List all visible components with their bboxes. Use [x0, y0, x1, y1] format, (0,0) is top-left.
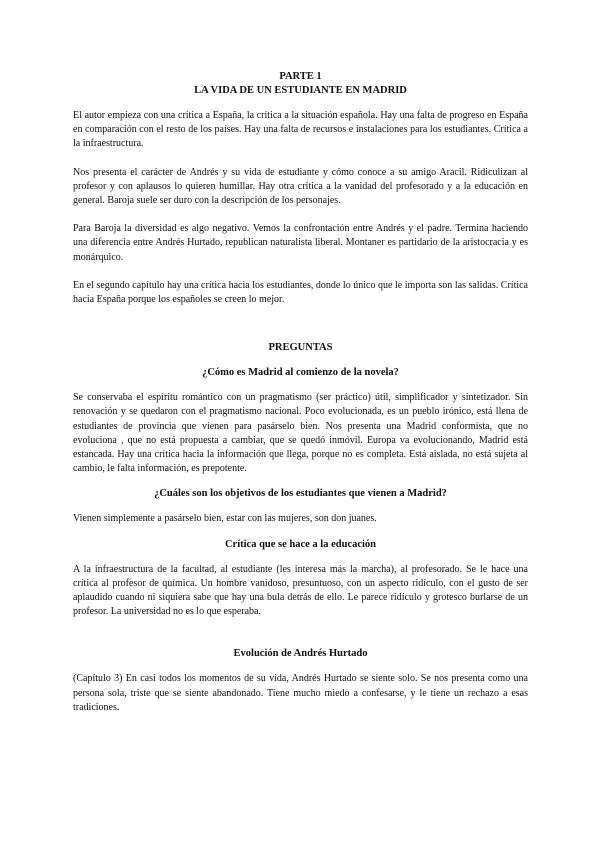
question-2-heading: ¿Cuáles son los objetivos de los estudiantes que vienen a Madrid? [154, 488, 447, 500]
question-1-heading: ¿Cómo es Madrid al comienzo de la novela? [202, 367, 399, 379]
part-label: PARTE 1 [279, 71, 322, 82]
question-1-answer: Se conservaba el espíritu romántico con un pragmatismo (ser práctico) útil, simplificador y sintetizador. Sin renovación y se quedaron con el pragmatismo nacional. Poco evolucionada, es un pueblo irónico, está llena de estudiantes de provincia que vienen para pasárselo bien. Nos presenta una Madrid conformista, que no evoluciona , que no está propuesta a cambiar, que se quedó inmóvil. Europa va evolucionando, Madrid está estancada. Hay una crítica hacia la información que llega, porque no es completa. Está aislada, no está sujeta al cambio, le falta información, es prepotente. [73, 392, 528, 475]
question-4-answer: (Capítulo 3) En casi todos los momentos de su vida, Andrés Hurtado se siente solo. Se nos presenta como una persona sola, triste que se siente abandonado. Tiene mucho miedo a confesarse, y le tiene un rechazo a esas tradiciones. [73, 673, 528, 713]
summary-paragraph-1: El autor empieza con una crítica a España, la crítica a la situación española. Hay una falta de progreso en España en comparación con el resto de los países. Hay una falta de recursos e instalaciones para los estudiantes. Crítica a la infraestructura. [73, 110, 528, 150]
part-title: LA VIDA DE UN ESTUDIANTE EN MADRID [194, 85, 407, 96]
summary-paragraph-2: Nos presenta el carácter de Andrés y su vida de estudiante y cómo conoce a su amigo Aracil. Ridiculizan al profesor y con aplausos lo quieren humillar. Hay otra crítica a la vanidad del profesorado y a la educación en general. Baroja suele ser duro con la descripción de los personajes. [73, 166, 528, 207]
summary-paragraph-3: Para Baroja la diversidad es algo negativo. Vemos la confrontación entre Andrés y el padre. Termina haciendo una diferencia entre Andrés Hurtado, republican naturalista liberal. Montaner es partidario de la aristocracia y es monárquico. [73, 223, 528, 263]
questions-title: PREGUNTAS [268, 342, 333, 354]
question-3-heading: Crítica que se hace a la educación [224, 538, 377, 550]
question-4-heading: Evolución de Andrés Hurtado [233, 648, 368, 660]
question-3-answer: A la infraestructura de la facultad, al estudiante (les interesa más la marcha), al profesorado. Se le hace una crítica al profesor de química. Un hombre vanidoso, presuntuoso, con un aspecto ridículo, con el gusto de ser aplaudido cuando ni siquiera sabe que hay una bula detrás de ello. Le parece ridículo y grotesco burlarse de un profesor. La universidad no es lo que esperaba. [73, 563, 528, 618]
summary-paragraph-4: En el segundo capítulo hay una crítica hacia los estudiantes, donde lo único que le importa son las salidas. Crítica hacia España porque los españoles se creen lo mejor. [73, 279, 528, 306]
document-page [73, 70, 528, 715]
question-2-answer: Vienen simplemente a pasárselo bien, estar con las mujeres, son don juanes. [73, 513, 377, 525]
